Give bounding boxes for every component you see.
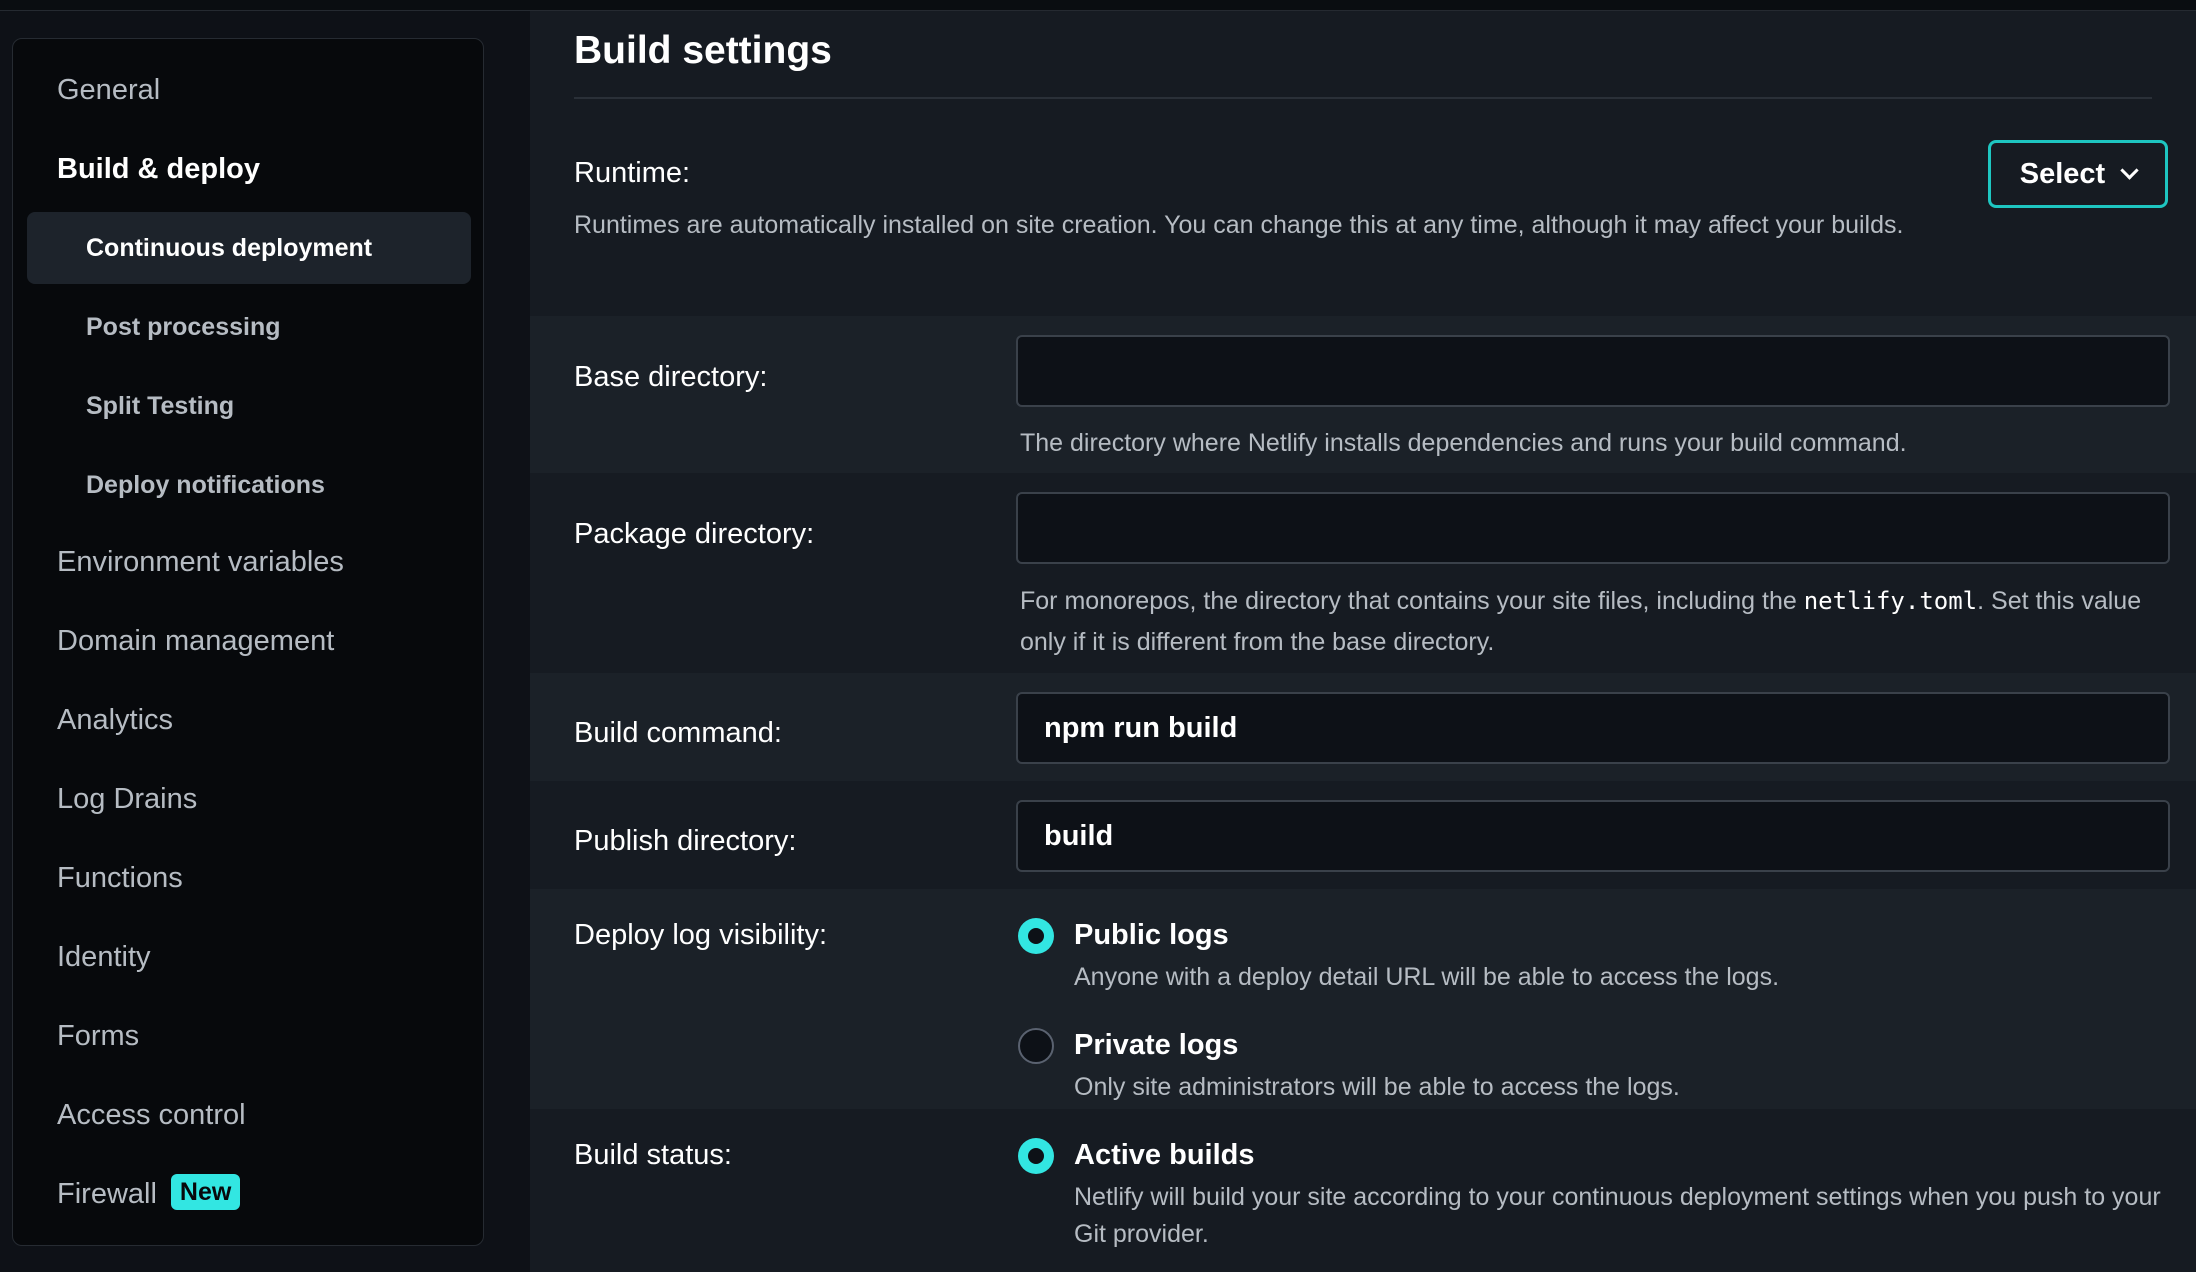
top-bar [0,0,2196,11]
sidebar-item-firewall[interactable] [13,1166,483,1222]
chevron-down-icon [2121,161,2139,179]
sidebar-item-functions[interactable]: Functions [57,862,183,894]
private-logs-radio[interactable] [1018,1028,1054,1064]
base-directory-help: The directory where Netlify installs dependencies and runs your build command. [1020,429,1907,457]
sidebar-item-identity[interactable]: Identity [57,941,151,973]
build-command-input[interactable]: npm run build [1016,692,2170,764]
sidebar-item-analytics[interactable]: Analytics [57,704,174,736]
sidebar-item-forms[interactable]: Forms [57,1020,140,1052]
runtime-select-button[interactable] [1988,140,2168,208]
package-directory-row [530,473,2196,673]
package-directory-input[interactable] [1016,492,2170,564]
runtime-label: Runtime: [574,157,691,189]
runtime-description: Runtimes are automatically installed on site creation. You can change this at any time, although it may affect your builds. [574,211,1904,239]
build-status-row [530,1109,2196,1272]
sidebar-item-general[interactable]: General [57,74,161,106]
package-directory-label: Package directory: [574,518,815,550]
build-command-label: Build command: [574,717,782,749]
sidebar-item-continuous-deployment[interactable]: Continuous deployment [27,212,471,284]
sidebar-item-environment-variables[interactable]: Environment variables [57,546,344,578]
sidebar-item-domain-management[interactable]: Domain management [57,625,335,657]
private-logs-description: Only site administrators will be able to access the logs. [1074,1073,1680,1101]
deploy-log-visibility-row [530,889,2196,1109]
netlify-toml-code: netlify.toml [1803,587,1978,615]
publish-directory-label: Publish directory: [574,825,797,857]
public-logs-label[interactable]: Public logs [1074,919,1229,951]
public-logs-radio[interactable] [1018,918,1054,954]
deploy-log-visibility-label: Deploy log visibility: [574,919,828,951]
active-builds-radio[interactable] [1018,1138,1054,1174]
build-command-row [530,673,2196,781]
sidebar-item-log-drains[interactable]: Log Drains [57,783,198,815]
sidebar-item-split-testing[interactable]: Split Testing [86,392,235,420]
publish-directory-input[interactable]: build [1016,800,2170,872]
page-title: Build settings [574,29,832,72]
sidebar-item-build-deploy[interactable]: Build & deploy [57,153,260,185]
sidebar-item-post-processing[interactable]: Post processing [86,313,281,341]
private-logs-label[interactable]: Private logs [1074,1029,1239,1061]
sidebar-item-access-control[interactable]: Access control [57,1099,246,1131]
build-settings-panel [530,11,2196,1272]
active-builds-description: Netlify will build your site according to your continuous deployment settings when you push to your Git provider. [1074,1183,2161,1248]
publish-directory-row [530,781,2196,889]
base-directory-input[interactable] [1016,335,2170,407]
public-logs-description: Anyone with a deploy detail URL will be able to access the logs. [1074,963,1780,991]
active-builds-label[interactable]: Active builds [1074,1139,1255,1171]
select-label: Select [2019,157,2106,190]
package-directory-help [1020,581,2170,663]
sidebar-item-label: Firewall [57,1178,157,1210]
help-text: For monorepos, the directory that contains your site files, including the [1020,587,1804,615]
settings-sidebar [12,38,484,1246]
divider [574,97,2152,99]
help-text: . Set this value only if it is different from the base directory. [1020,587,2142,656]
sidebar-item-deploy-notifications[interactable]: Deploy notifications [86,471,325,499]
base-directory-label: Base directory: [574,361,768,393]
base-directory-row [530,316,2196,473]
build-status-label: Build status: [574,1139,732,1171]
new-badge: New [171,1174,240,1210]
